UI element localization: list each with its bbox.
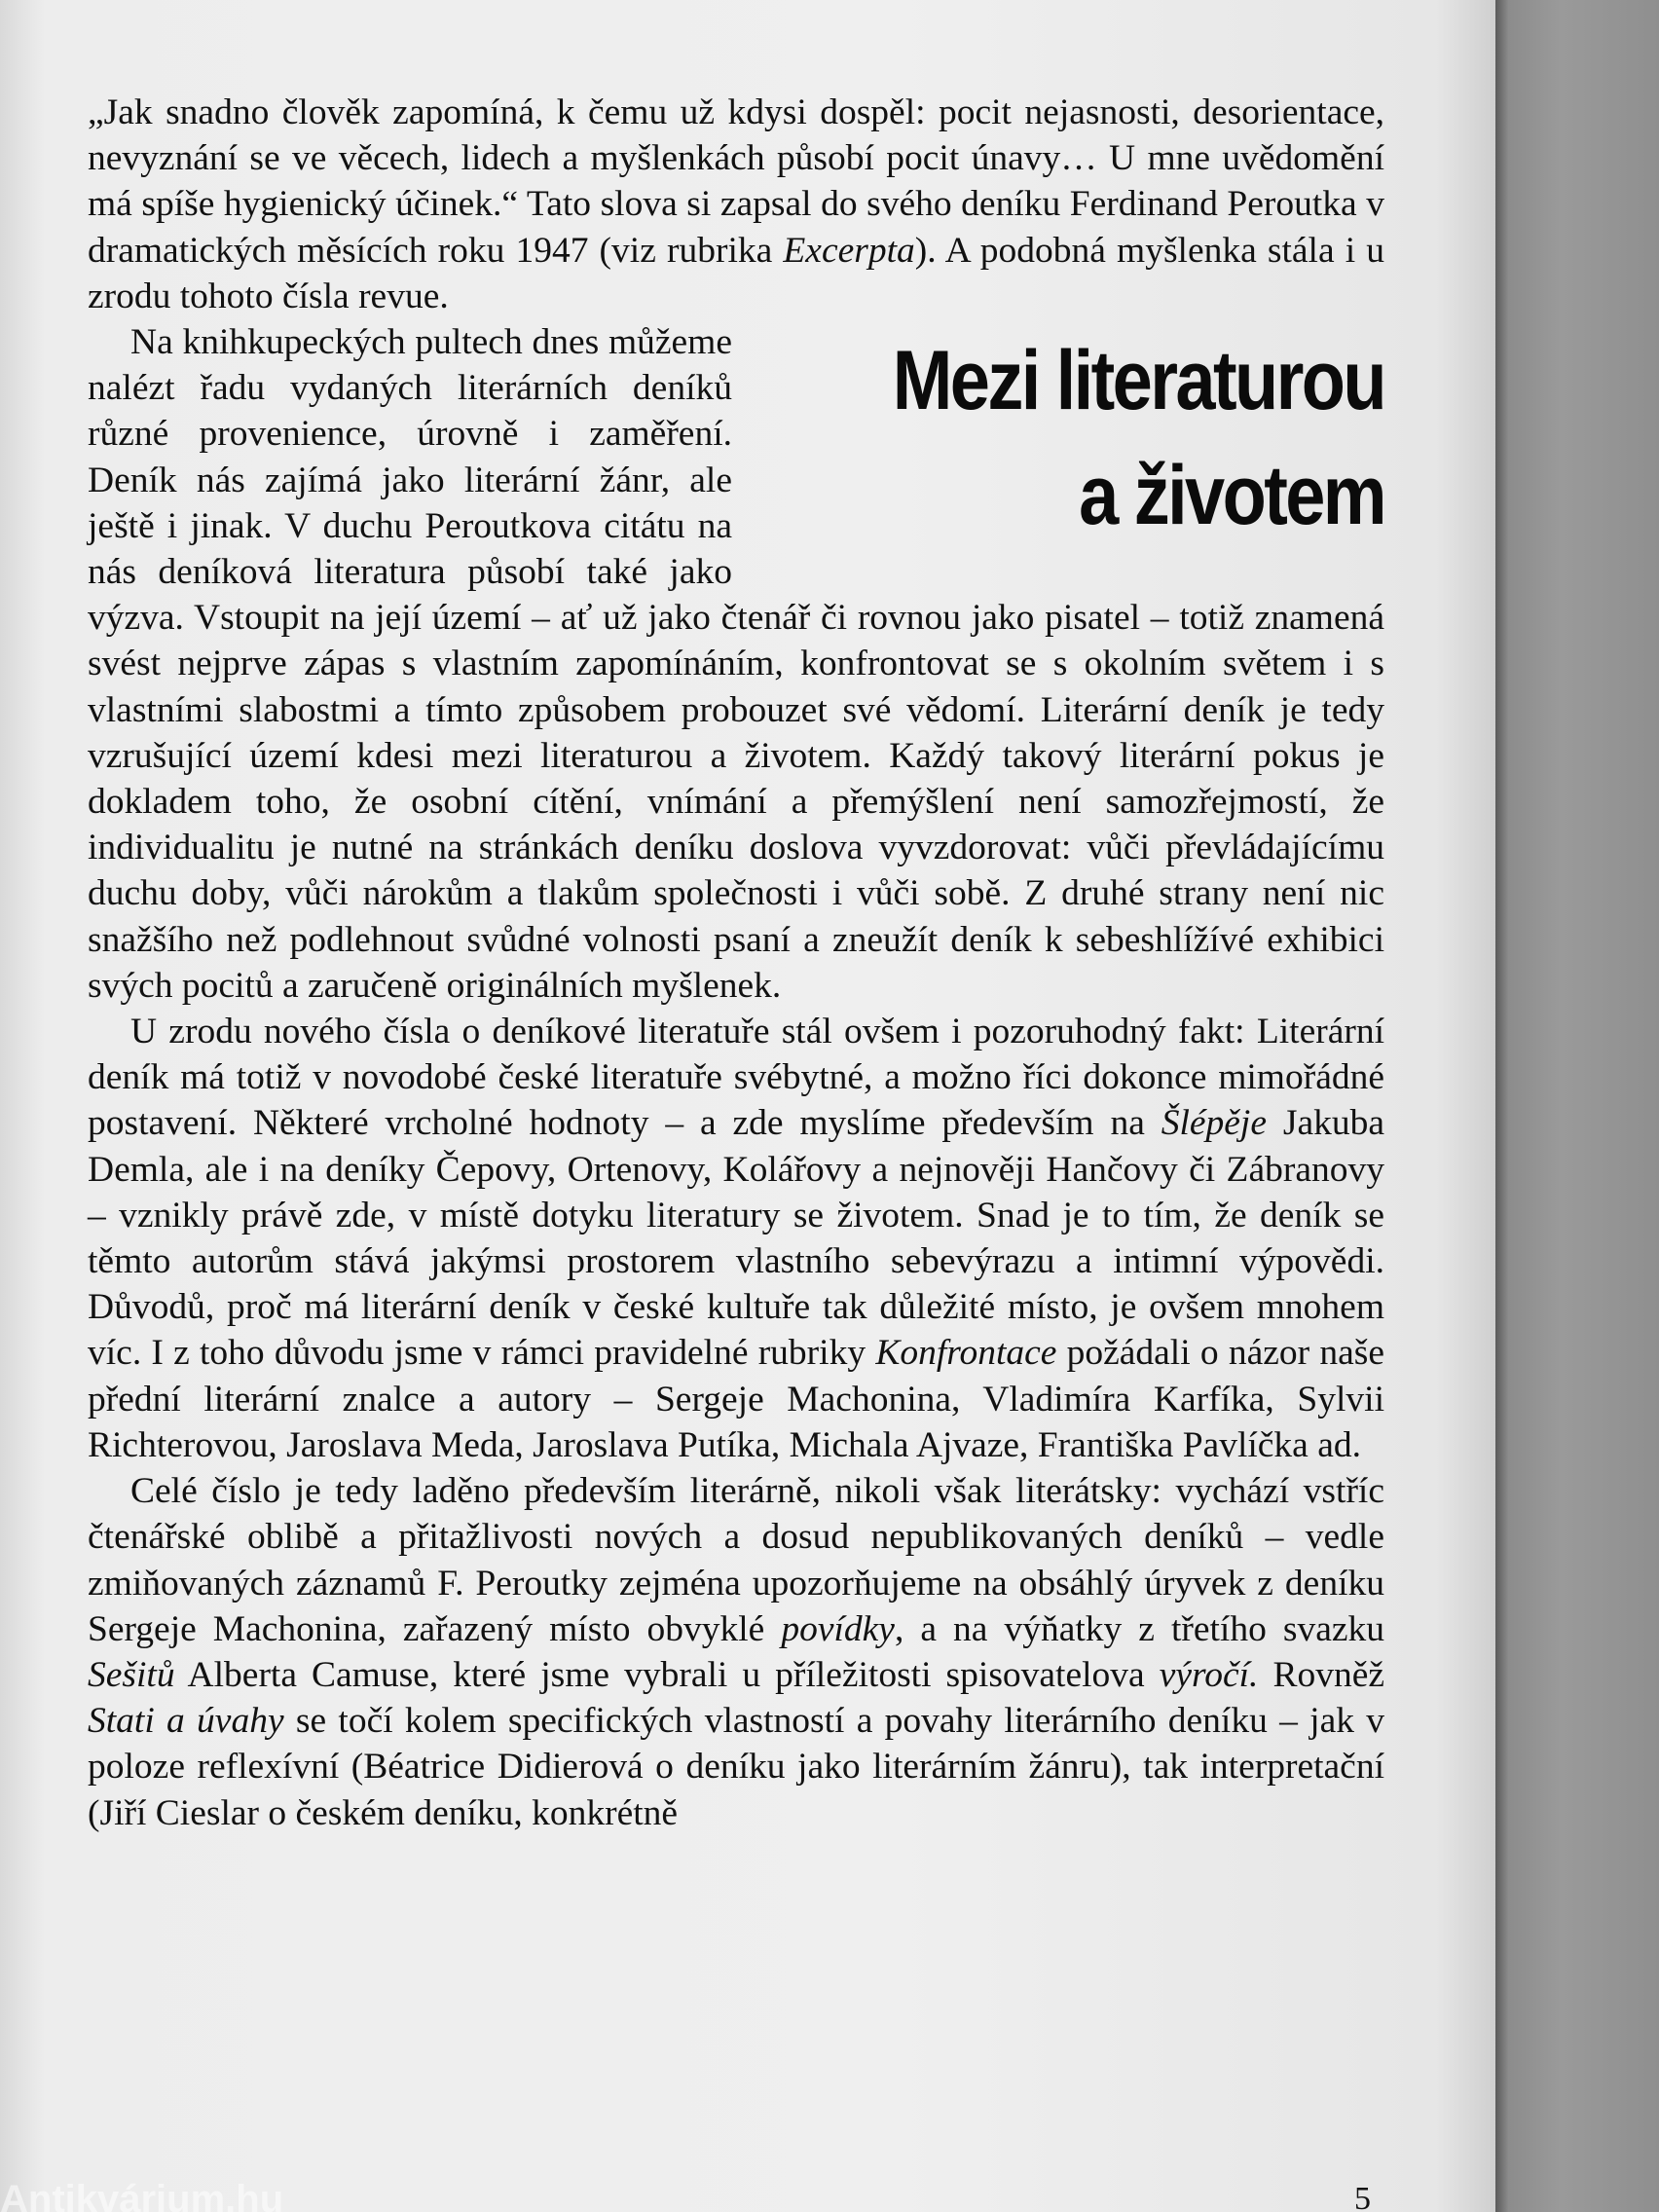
- paragraph-3-text-a: U zrodu nového čísla o deníkové literatuře stál ovšem i pozoruhodný fakt: Literární deník má totiž v novodobé české literatuře svébytné, a možno říci dokonce mimořádné postavení. Některé vrcholné hodnoty – a zde myslíme především na: [88, 1012, 1384, 1144]
- article-title: [752, 323, 1384, 576]
- paragraph-4: [88, 1468, 1384, 1836]
- article-title-line-2: a životem: [1079, 449, 1384, 543]
- paragraph-4-text-b: , a na výňatky z třetího svazku: [894, 1608, 1384, 1649]
- paragraph-4-text-e: se točí kolem specifických vlastností a povahy literárního deníku – jak v poloze reflexívní (Béatrice Didierová o deníku jako literárním žánru), tak interpretační (Jiří Cieslar o českém deníku, konkrétně: [88, 1701, 1385, 1833]
- background-surface: [1495, 0, 1659, 2212]
- rubric-stati-a-uvahy: Stati a úvahy: [88, 1701, 284, 1742]
- page-number: 5: [1354, 2181, 1371, 2212]
- work-sesitu: Sešitů: [88, 1654, 175, 1695]
- paragraph-1-text-a: „Jak snadno člověk zapomíná, k čemu už kdysi dospěl: pocit nejasnosti, desorientace, nevyznání se ve věcech, lidech a myšlenkách působí pocit únavy… U mne uvědomění má spíše hygienický účinek.“ Tato slova si zapsal do svého deníku Ferdinand Peroutka v dramatických měsících roku 1947 (viz rubrika: [88, 92, 1384, 271]
- rubric-povidky: povídky: [781, 1608, 895, 1649]
- paragraph-4-text-d: Rovněž: [1258, 1654, 1384, 1695]
- paragraph-2: [88, 319, 1384, 1009]
- paragraph-4-text-c: Alberta Camuse, které jsme vybrali u příležitosti spisovatelova: [174, 1654, 1160, 1695]
- paragraph-3-text-c: požádali o názor naše přední literární znalce a autory – Sergeje Machonina, Vladimíra Karfíka, Sylvii Richterovou, Jaroslava Meda, Jaroslava Putíka, Michala Ajvaze, Františka Pavlíčka ad.: [88, 1333, 1384, 1465]
- paragraph-3-text-b: Jakuba Demla, ale i na deníky Čepovy, Ortenovy, Kolářovy a nejnověji Hančovy či Zábranovy – vznikly právě zde, v místě dotyku literatury se životem. Snad je to tím, že deník se těmto autorům stává jakýmsi prostorem vlastního sebevýrazu a intimní výpovědi. Důvodů, proč má literární deník v české kultuře tak důležité místo, je ovšem mnohem víc. I z toho důvodu jsme v rámci pravidelné rubriky: [88, 1103, 1384, 1374]
- rubric-vyroci: výročí.: [1159, 1654, 1259, 1695]
- rubric-konfrontace: Konfrontace: [875, 1333, 1057, 1374]
- paragraph-1: [88, 90, 1384, 319]
- paragraph-1-text-b: ). A podobná myšlenka stála i u zrodu tohoto čísla revue.: [88, 230, 1385, 316]
- paragraph-3: [88, 1009, 1384, 1468]
- article-body: [88, 90, 1384, 1836]
- article-title-line-1: Mezi literaturou: [892, 334, 1384, 428]
- work-slepeje: Šlépěje: [1161, 1103, 1267, 1144]
- rubric-excerpta: Excerpta: [783, 230, 915, 271]
- watermark: Antikvárium.hu: [0, 2178, 284, 2212]
- paragraph-2-text: Na knihkupeckých pultech dnes můžeme nalézt řadu vydaných literárních deníků různé provenience, úrovně i zaměření. Deník nás zajímá jako literární žánr, ale ještě i jinak. V duchu Peroutkova citátu na nás deníková literatura působí také jako výzva. Vstoupit na její území – ať už jako čtenář či rovnou jako pisatel – totiž znamená svést nejprve zápas s vlastním zapomínáním, konfrontovat se s okolním světem i s vlastními slabostmi a tímto způsobem probouzet své vědomí. Literární deník je tedy vzrušující území kdesi mezi literaturou a životem. Každý takový literární pokus je dokladem toho, že osobní cítění, vnímání a přemýšlení není samozřejmostí, že individualitu je nutné na stránkách deníku doslova vyvzdorovat: vůči převládajícímu duchu doby, vůči nárokům a tlakům společnosti i vůči sobě. Z druhé strany není nic snažšího než podlehnout svůdné volnosti psaní a zneužít deník k sebeshlížívé exhibici svých pocitů a zaručeně originálních myšlenek.: [88, 322, 1384, 1006]
- paragraph-4-text-a: Celé číslo je tedy laděno především literárně, nikoli však literátsky: vychází vstříc čtenářské oblibě a přitažlivosti nových a dosud nepublikovaných deníků – vedle zmiňovaných záznamů F. Peroutky zejména upozorňujeme na obsáhlý úryvek z deníku Sergeje Machonina, zařazený místo obvyklé: [88, 1471, 1384, 1649]
